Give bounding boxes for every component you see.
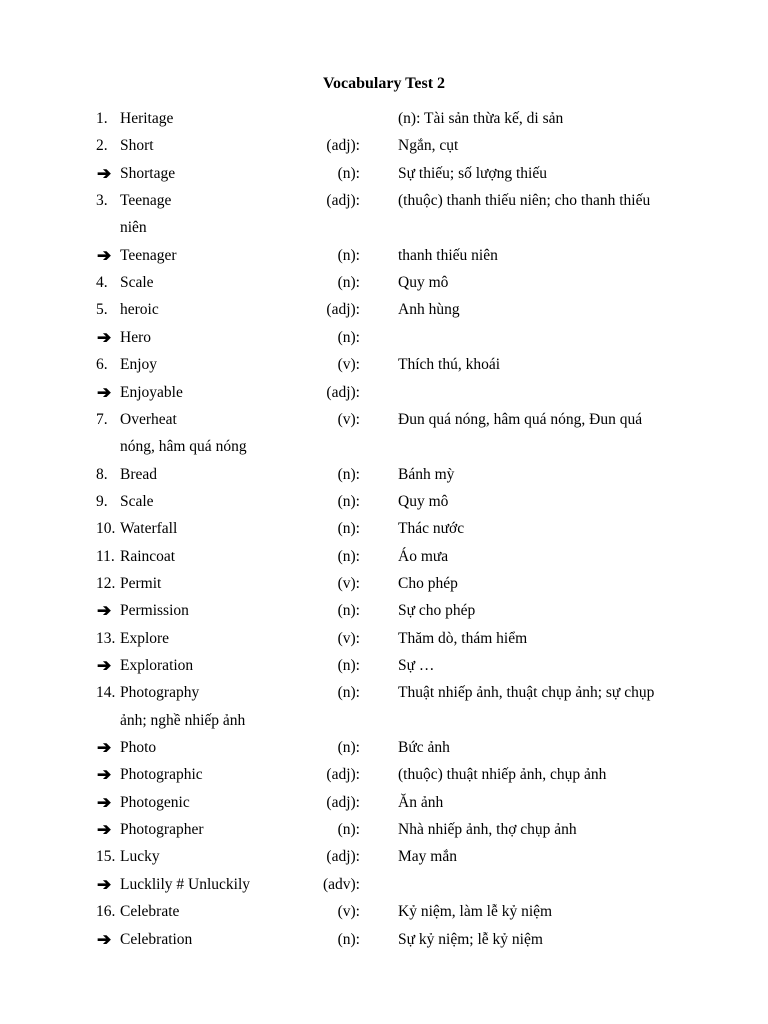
entry-number: 9. <box>96 492 108 510</box>
part-of-speech: (v): <box>337 356 360 374</box>
vocab-word: Waterfall <box>120 520 178 538</box>
part-of-speech: (adj): <box>326 301 360 319</box>
arrow-right-icon: ➔ <box>97 874 112 894</box>
vocab-word: Explore <box>120 629 170 647</box>
vocab-word: Photographic <box>120 766 203 784</box>
vocab-meaning: Sự cho phép <box>398 602 476 620</box>
part-of-speech: (n): <box>337 684 360 702</box>
arrow-right-icon: ➔ <box>97 656 112 675</box>
part-of-speech: (v): <box>337 574 360 592</box>
vocab-entry <box>0 163 768 185</box>
entry-number: 5. <box>96 301 108 319</box>
vocab-entry <box>0 846 768 868</box>
arrow-right-icon: ➔ <box>97 327 112 347</box>
vocab-entry <box>0 874 768 896</box>
vocab-meaning: Bức ảnh <box>398 739 450 757</box>
vocab-meaning: Thuật nhiếp ảnh, thuật chụp ảnh; sự chụp <box>398 684 655 702</box>
vocab-entry <box>0 272 768 294</box>
vocab-meaning: thanh thiếu niên <box>398 246 498 264</box>
arrow-right-icon: ➔ <box>97 820 112 840</box>
part-of-speech: (n): <box>337 328 360 346</box>
part-of-speech: (n): <box>337 492 360 510</box>
vocab-entry <box>0 327 768 349</box>
part-of-speech: (v): <box>337 410 360 428</box>
vocab-word: Celebrate <box>120 903 180 921</box>
part-of-speech: (n): <box>337 930 360 948</box>
entry-number: 14. <box>96 684 116 702</box>
vocab-entry <box>0 792 768 814</box>
entry-number: 3. <box>96 192 108 210</box>
vocab-entry <box>0 108 768 130</box>
vocab-meaning-continuation <box>0 710 768 732</box>
part-of-speech: (adj): <box>326 137 360 155</box>
vocab-entry <box>0 546 768 568</box>
arrow-right-icon: ➔ <box>97 765 112 785</box>
vocab-word: Photography <box>120 684 200 702</box>
part-of-speech: (v): <box>337 903 360 921</box>
vocab-entry <box>0 600 768 622</box>
vocab-meaning: Sự … <box>398 657 435 674</box>
vocab-word: Scale <box>120 492 154 510</box>
vocab-entry <box>0 901 768 923</box>
vocab-meaning: Ngắn, cụt <box>398 137 459 155</box>
entry-number: 7. <box>96 410 108 428</box>
vocab-entry <box>0 135 768 157</box>
entry-number: 10. <box>96 520 116 538</box>
vocab-entry <box>0 190 768 212</box>
entry-number: 4. <box>96 274 108 292</box>
part-of-speech: (n): <box>337 246 360 264</box>
part-of-speech: (adv): <box>322 875 360 893</box>
vocab-meaning: Anh hùng <box>398 301 460 319</box>
part-of-speech: (n): <box>337 547 360 565</box>
vocab-entry <box>0 518 768 540</box>
vocab-word: Celebration <box>120 930 193 948</box>
vocab-entry <box>0 929 768 951</box>
entry-number: 8. <box>96 465 108 483</box>
vocab-meaning: Quy mô <box>398 492 449 510</box>
entry-number: 13. <box>96 629 116 647</box>
vocab-word: Lucky <box>120 848 160 866</box>
vocab-meaning-continuation <box>0 217 768 239</box>
entry-number: 6. <box>96 356 108 374</box>
part-of-speech: (n): <box>337 602 360 620</box>
continuation-text: ảnh; nghề nhiếp ảnh <box>120 711 246 729</box>
vocab-word: Raincoat <box>120 547 176 565</box>
vocab-meaning: Quy mô <box>398 274 449 292</box>
vocab-meaning-continuation <box>0 436 768 458</box>
vocab-word: Enjoy <box>120 356 158 374</box>
vocab-word: Hero <box>120 328 151 346</box>
continuation-text: niên <box>120 219 147 237</box>
vocab-word: Permission <box>120 602 189 620</box>
vocab-entry <box>0 354 768 376</box>
vocab-entry <box>0 382 768 404</box>
entry-number: 1. <box>96 110 108 127</box>
vocab-meaning: Bánh mỳ <box>398 465 455 483</box>
vocab-meaning: Thích thú, khoái <box>398 356 501 374</box>
continuation-text: nóng, hâm quá nóng <box>120 438 247 456</box>
vocab-entry <box>0 491 768 513</box>
vocab-word: Lucklily # Unluckily <box>120 875 251 893</box>
vocab-meaning: (thuộc) thanh thiếu niên; cho thanh thiếu <box>398 192 651 210</box>
vocab-word: Photo <box>120 739 157 757</box>
vocab-meaning: Nhà nhiếp ảnh, thợ chụp ảnh <box>398 821 577 839</box>
arrow-right-icon: ➔ <box>97 738 112 758</box>
vocab-word: Photogenic <box>120 793 190 811</box>
vocab-meaning: Cho phép <box>398 574 458 592</box>
vocab-word: Overheat <box>120 410 177 428</box>
entry-number: 2. <box>96 137 108 155</box>
vocab-entry <box>0 409 768 431</box>
entry-number: 12. <box>96 574 116 592</box>
vocab-meaning: Áo mưa <box>398 547 449 565</box>
vocab-entry <box>0 682 768 704</box>
vocab-meaning: (thuộc) thuật nhiếp ảnh, chụp ảnh <box>398 766 607 784</box>
vocab-meaning: Thăm dò, thám hiểm <box>398 629 528 647</box>
page-title: Vocabulary Test 2 <box>322 75 446 92</box>
part-of-speech: (adj): <box>326 766 360 784</box>
vocab-entry <box>0 737 768 759</box>
vocab-word: Exploration <box>120 657 194 674</box>
vocab-word: Heritage <box>120 110 174 127</box>
part-of-speech: (v): <box>337 629 360 647</box>
vocab-entry <box>0 655 768 677</box>
arrow-right-icon: ➔ <box>97 163 112 183</box>
part-of-speech: (n): <box>337 657 360 674</box>
vocab-entry <box>0 299 768 321</box>
entry-number: 16. <box>96 903 116 921</box>
part-of-speech: (n): <box>337 274 360 292</box>
vocab-entry <box>0 628 768 650</box>
vocab-entry <box>0 819 768 841</box>
arrow-right-icon: ➔ <box>97 601 112 621</box>
vocab-word: Teenage <box>120 192 172 210</box>
part-of-speech: (adj): <box>326 793 360 811</box>
part-of-speech: (n): <box>337 164 360 182</box>
vocab-word: Photographer <box>120 821 204 839</box>
vocab-word: Bread <box>120 465 158 483</box>
vocab-meaning: Sự thiếu; số lượng thiếu <box>398 164 547 182</box>
entry-number: 11. <box>96 547 115 565</box>
part-of-speech: (adj): <box>326 383 360 401</box>
part-of-speech: (adj): <box>326 192 360 210</box>
arrow-right-icon: ➔ <box>97 245 112 265</box>
part-of-speech: (n): <box>337 465 360 483</box>
arrow-right-icon: ➔ <box>97 929 112 949</box>
vocab-word: heroic <box>120 301 159 319</box>
vocab-word: Short <box>120 137 154 155</box>
vocab-entry <box>0 764 768 786</box>
vocab-entry <box>0 573 768 595</box>
vocab-meaning: Thác nước <box>398 520 465 538</box>
vocab-meaning: Kỷ niệm, làm lễ kỷ niệm <box>398 903 553 921</box>
vocab-entry <box>0 464 768 486</box>
vocab-word: Permit <box>120 574 162 592</box>
vocab-meaning: May mắn <box>398 848 457 866</box>
vocab-meaning: (n): Tài sản thừa kế, di sản <box>398 110 564 127</box>
part-of-speech: (n): <box>337 739 360 757</box>
part-of-speech: (adj): <box>326 848 360 866</box>
vocab-entry <box>0 245 768 267</box>
vocab-word: Scale <box>120 274 154 292</box>
vocab-word: Enjoyable <box>120 383 183 401</box>
vocab-meaning: Sự kỷ niệm; lễ kỷ niệm <box>398 930 543 948</box>
entry-number: 15. <box>96 848 116 866</box>
vocab-meaning: Ăn ảnh <box>398 793 444 811</box>
arrow-right-icon: ➔ <box>97 382 112 402</box>
vocab-word: Shortage <box>120 164 176 182</box>
arrow-right-icon: ➔ <box>97 792 112 812</box>
vocab-word: Teenager <box>120 246 177 264</box>
part-of-speech: (n): <box>337 520 360 538</box>
part-of-speech: (n): <box>337 821 360 839</box>
vocab-meaning: Đun quá nóng, hâm quá nóng, Đun quá <box>398 410 643 428</box>
